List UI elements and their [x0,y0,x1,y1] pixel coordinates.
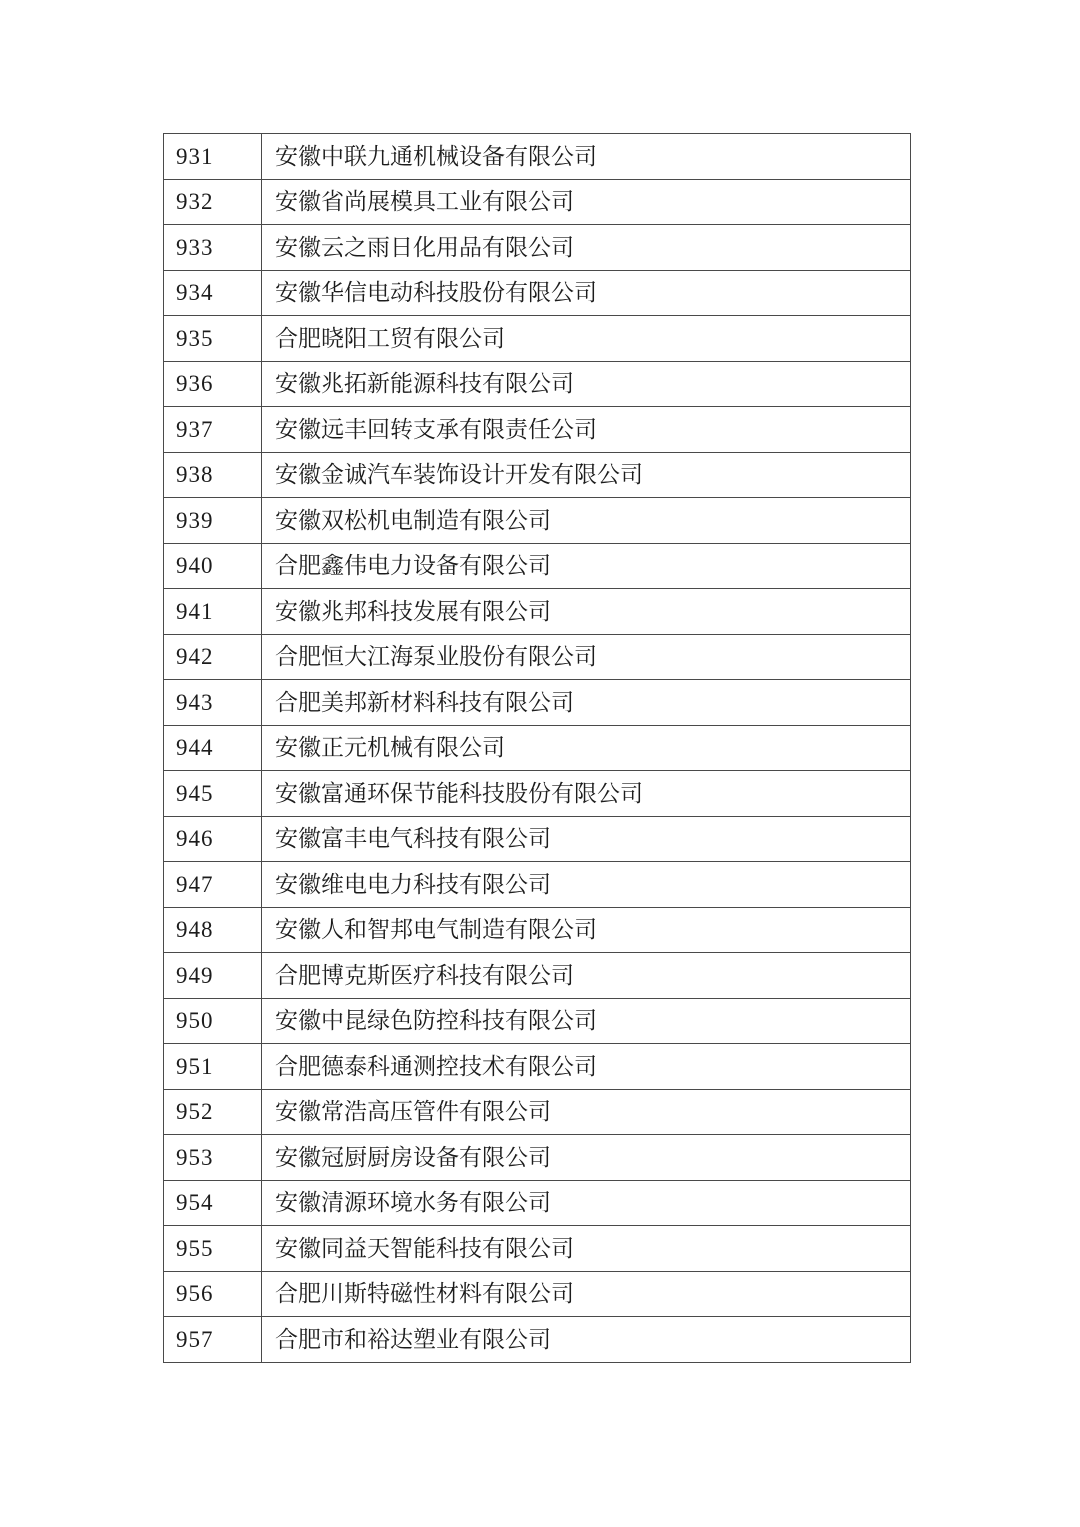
table-row [164,816,911,862]
table-row [164,998,911,1044]
table-row [164,361,911,407]
table-row [164,407,911,453]
company-name-cell: 安徽清源环境水务有限公司 [262,1180,911,1226]
table-row [164,543,911,589]
company-name-cell: 安徽兆拓新能源科技有限公司 [262,361,911,407]
table-row [164,862,911,908]
table-row [164,452,911,498]
company-name-cell: 安徽金诚汽车装饰设计开发有限公司 [262,452,911,498]
table-row [164,1089,911,1135]
row-index-cell: 951 [164,1044,262,1090]
row-index-cell: 932 [164,179,262,225]
row-index-cell: 937 [164,407,262,453]
row-index-cell: 935 [164,316,262,362]
row-index-cell: 957 [164,1317,262,1363]
table-row [164,1044,911,1090]
table-row [164,680,911,726]
table-row [164,179,911,225]
company-name-cell: 安徽人和智邦电气制造有限公司 [262,907,911,953]
row-index-cell: 955 [164,1226,262,1272]
row-index-cell: 933 [164,225,262,271]
table-row [164,270,911,316]
row-index-cell: 938 [164,452,262,498]
row-index-cell: 943 [164,680,262,726]
row-index-cell: 934 [164,270,262,316]
row-index-cell: 956 [164,1271,262,1317]
table-row [164,771,911,817]
row-index-cell: 954 [164,1180,262,1226]
company-name-cell: 安徽省尚展模具工业有限公司 [262,179,911,225]
table-row [164,498,911,544]
company-name-cell: 合肥晓阳工贸有限公司 [262,316,911,362]
company-name-cell: 安徽云之雨日化用品有限公司 [262,225,911,271]
table-row [164,953,911,999]
row-index-cell: 953 [164,1135,262,1181]
table-row [164,316,911,362]
company-name-cell: 安徽正元机械有限公司 [262,725,911,771]
row-index-cell: 936 [164,361,262,407]
row-index-cell: 952 [164,1089,262,1135]
table-row [164,225,911,271]
company-name-cell: 合肥鑫伟电力设备有限公司 [262,543,911,589]
row-index-cell: 947 [164,862,262,908]
row-index-cell: 946 [164,816,262,862]
company-name-cell: 安徽兆邦科技发展有限公司 [262,589,911,635]
company-list-table-body [164,134,911,1363]
company-name-cell: 安徽华信电动科技股份有限公司 [262,270,911,316]
row-index-cell: 949 [164,953,262,999]
company-name-cell: 安徽富丰电气科技有限公司 [262,816,911,862]
company-name-cell: 安徽远丰回转支承有限责任公司 [262,407,911,453]
row-index-cell: 940 [164,543,262,589]
company-name-cell: 合肥恒大江海泵业股份有限公司 [262,634,911,680]
company-name-cell: 合肥市和裕达塑业有限公司 [262,1317,911,1363]
row-index-cell: 941 [164,589,262,635]
table-row [164,1317,911,1363]
company-name-cell: 安徽中昆绿色防控科技有限公司 [262,998,911,1044]
company-name-cell: 合肥博克斯医疗科技有限公司 [262,953,911,999]
table-row [164,725,911,771]
table-row [164,907,911,953]
table-row [164,634,911,680]
company-name-cell: 安徽维电电力科技有限公司 [262,862,911,908]
company-name-cell: 合肥川斯特磁性材料有限公司 [262,1271,911,1317]
company-name-cell: 安徽常浩高压管件有限公司 [262,1089,911,1135]
company-name-cell: 安徽同益天智能科技有限公司 [262,1226,911,1272]
company-name-cell: 安徽富通环保节能科技股份有限公司 [262,771,911,817]
table-row [164,1135,911,1181]
table-row [164,1180,911,1226]
table-row [164,1271,911,1317]
table-row [164,1226,911,1272]
company-name-cell: 安徽冠厨厨房设备有限公司 [262,1135,911,1181]
row-index-cell: 944 [164,725,262,771]
table-row [164,134,911,180]
row-index-cell: 950 [164,998,262,1044]
row-index-cell: 948 [164,907,262,953]
row-index-cell: 945 [164,771,262,817]
row-index-cell: 939 [164,498,262,544]
company-list-table [163,133,911,1363]
company-name-cell: 合肥美邦新材料科技有限公司 [262,680,911,726]
company-name-cell: 合肥德泰科通测控技术有限公司 [262,1044,911,1090]
company-name-cell: 安徽双松机电制造有限公司 [262,498,911,544]
row-index-cell: 942 [164,634,262,680]
table-row [164,589,911,635]
company-name-cell: 安徽中联九通机械设备有限公司 [262,134,911,180]
row-index-cell: 931 [164,134,262,180]
